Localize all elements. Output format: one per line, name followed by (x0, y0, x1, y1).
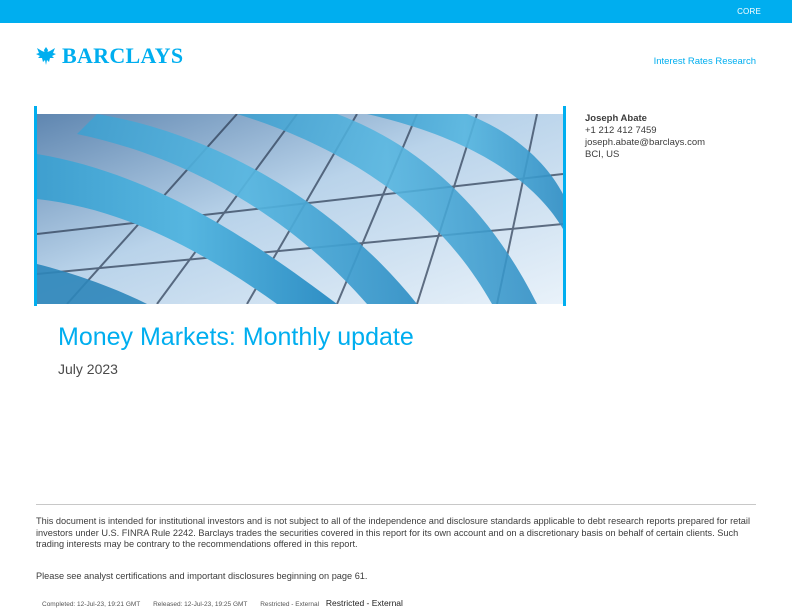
report-date: July 2023 (58, 361, 118, 377)
report-title: Money Markets: Monthly update (58, 323, 414, 351)
analyst-phone: +1 212 412 7459 (585, 125, 657, 136)
hero-image-frame (34, 106, 566, 306)
brand-wordmark: BARCLAYS (62, 43, 184, 68)
top-bar (0, 0, 792, 23)
eagle-icon (35, 45, 57, 67)
classification-label: CORE (737, 7, 761, 16)
released-timestamp: Released: 12-Jul-23, 19:25 GMT (153, 601, 248, 608)
hero-right-rule (563, 106, 566, 306)
barclays-logo (35, 44, 183, 68)
hero-architecture-image (37, 114, 563, 304)
analyst-contact (585, 113, 705, 161)
analyst-email[interactable]: joseph.abate@barclays.com (585, 137, 706, 148)
disclaimer-text: This document is intended for institutional investors and is not subject to all of the independence and disclosure standards applicable to debt research reports prepared for retail investors under U.S. FINRA Rule 2242. Barclays trades the securities covered in this report for its own account and on a discretionary basis on behalf of certain clients. Such trading interests may be contrary to the recommendations offered in this report. (36, 516, 750, 549)
completed-timestamp: Completed: 12-Jul-23, 19:21 GMT (42, 601, 141, 608)
research-division-label: Interest Rates Research (653, 56, 756, 67)
analyst-name: Joseph Abate (585, 113, 647, 124)
disclaimer-divider (36, 504, 756, 505)
footer-metadata (42, 598, 414, 608)
certification-note: Please see analyst certifications and important disclosures beginning on page 61. (36, 571, 368, 581)
restricted-label-large: Restricted - External (325, 598, 403, 608)
analyst-entity: BCI, US (585, 149, 620, 160)
restricted-label-small: Restricted - External (260, 601, 320, 608)
